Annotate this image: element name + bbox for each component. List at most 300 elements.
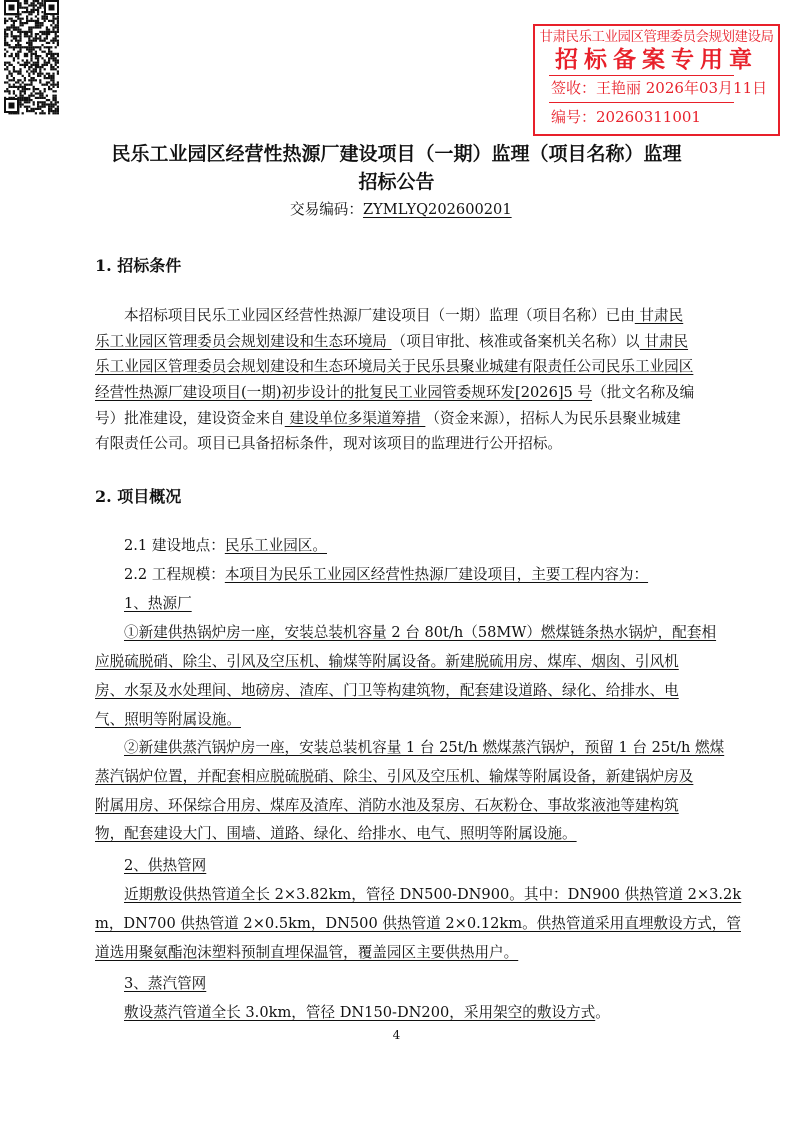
filled-field-text: 附属用房、环保综合用房、煤库及渣库、消防水池及泵房、石灰粉仓、事故浆液池等建构筑 xyxy=(95,797,679,814)
qr-module xyxy=(52,20,54,22)
qr-module xyxy=(26,46,28,48)
qr-module xyxy=(46,55,48,57)
qr-module xyxy=(52,40,54,42)
qr-module xyxy=(19,44,21,46)
qr-module xyxy=(39,2,41,4)
qr-module xyxy=(8,84,10,86)
qr-module xyxy=(24,88,26,90)
qr-module xyxy=(26,110,28,112)
qr-module xyxy=(19,48,21,50)
qr-module xyxy=(28,79,30,81)
qr-module xyxy=(55,112,57,114)
qr-module xyxy=(33,40,35,42)
qr-module xyxy=(30,46,32,48)
qr-module xyxy=(37,22,39,24)
qr-module xyxy=(8,46,10,48)
qr-module xyxy=(28,99,30,101)
qr-module xyxy=(46,46,48,48)
qr-module xyxy=(46,37,48,39)
qr-module xyxy=(55,35,57,37)
qr-module xyxy=(37,2,39,4)
qr-module xyxy=(22,99,24,101)
qr-module xyxy=(55,90,57,92)
qr-module xyxy=(26,106,28,108)
qr-module xyxy=(46,99,48,101)
qr-module xyxy=(57,29,59,31)
qr-module xyxy=(39,46,41,48)
qr-module xyxy=(17,46,19,48)
qr-module xyxy=(35,88,37,90)
qr-module xyxy=(30,57,32,59)
qr-module xyxy=(17,40,19,42)
qr-module xyxy=(26,11,28,13)
qr-module xyxy=(48,106,50,108)
qr-module xyxy=(48,99,50,101)
qr-module xyxy=(39,90,41,92)
stamp-title: 招标备案专用章 xyxy=(555,46,758,73)
qr-module xyxy=(50,79,52,81)
qr-module xyxy=(13,70,15,72)
qr-module xyxy=(57,101,59,103)
qr-module xyxy=(52,31,54,33)
qr-module xyxy=(39,22,41,24)
qr-module xyxy=(8,18,10,20)
qr-module xyxy=(13,48,15,50)
qr-module xyxy=(22,31,24,33)
qr-module xyxy=(37,62,39,64)
qr-module xyxy=(11,53,13,55)
qr-module xyxy=(15,53,17,55)
qr-module xyxy=(57,108,59,110)
qr-module xyxy=(44,15,46,17)
qr-module xyxy=(11,55,13,57)
qr-module xyxy=(28,66,30,68)
qr-module xyxy=(17,29,19,31)
qr-module xyxy=(26,2,28,4)
text-line xyxy=(124,975,206,993)
qr-module xyxy=(13,46,15,48)
qr-module xyxy=(57,112,59,114)
qr-module xyxy=(28,26,30,28)
qr-module xyxy=(37,57,39,59)
qr-module xyxy=(22,46,24,48)
filled-field-text: 物，配套建设大门、围墙、道路、绿化、给排水、电气、照明等附属设施。 xyxy=(95,825,577,842)
qr-module xyxy=(4,22,6,24)
text-line xyxy=(124,624,716,642)
stamp-number: 编号：20260311001 xyxy=(551,108,701,126)
qr-finder-center xyxy=(9,5,15,11)
qr-module xyxy=(39,31,41,33)
qr-module xyxy=(8,70,10,72)
qr-module xyxy=(15,40,17,42)
qr-module xyxy=(8,44,10,46)
qr-module xyxy=(33,4,35,6)
qr-module xyxy=(35,51,37,53)
qr-module xyxy=(22,24,24,26)
qr-module xyxy=(13,24,15,26)
qr-module xyxy=(39,81,41,83)
qr-module xyxy=(52,86,54,88)
text-line xyxy=(95,435,562,453)
qr-module xyxy=(6,81,8,83)
qr-module xyxy=(30,42,32,44)
qr-module xyxy=(52,81,54,83)
qr-module xyxy=(19,92,21,94)
qr-module xyxy=(55,57,57,59)
qr-module xyxy=(4,55,6,57)
qr-module xyxy=(11,24,13,26)
qr-module xyxy=(48,48,50,50)
filled-field-text: 乐工业园区管理委员会规划建设和生态环境局 xyxy=(95,333,392,350)
qr-module xyxy=(57,106,59,108)
qr-module xyxy=(33,46,35,48)
qr-module xyxy=(41,73,43,75)
qr-code xyxy=(4,0,60,115)
qr-module xyxy=(52,26,54,28)
qr-module xyxy=(33,108,35,110)
qr-module xyxy=(4,31,6,33)
qr-module xyxy=(57,62,59,64)
qr-module xyxy=(35,24,37,26)
qr-module xyxy=(41,106,43,108)
qr-module xyxy=(28,29,30,31)
qr-module xyxy=(44,20,46,22)
qr-module xyxy=(28,84,30,86)
qr-module xyxy=(13,66,15,68)
qr-module xyxy=(33,86,35,88)
qr-module xyxy=(57,59,59,61)
qr-module xyxy=(44,84,46,86)
qr-module xyxy=(22,75,24,77)
qr-module xyxy=(50,24,52,26)
qr-module xyxy=(44,46,46,48)
qr-module xyxy=(19,64,21,66)
qr-module xyxy=(50,31,52,33)
qr-module xyxy=(17,70,19,72)
qr-module xyxy=(26,20,28,22)
qr-module xyxy=(46,95,48,97)
qr-module xyxy=(28,46,30,48)
qr-module xyxy=(41,22,43,24)
qr-module xyxy=(46,53,48,55)
qr-module xyxy=(28,31,30,33)
qr-module xyxy=(24,64,26,66)
qr-module xyxy=(52,37,54,39)
qr-module xyxy=(41,95,43,97)
qr-module xyxy=(35,64,37,66)
qr-module xyxy=(33,2,35,4)
qr-module xyxy=(46,42,48,44)
qr-module xyxy=(17,79,19,81)
filled-field-text: 甘肃民 xyxy=(639,333,689,350)
qr-module xyxy=(19,33,21,35)
qr-module xyxy=(48,42,50,44)
qr-module xyxy=(28,35,30,37)
qr-module xyxy=(11,75,13,77)
qr-module xyxy=(52,59,54,61)
qr-module xyxy=(19,20,21,22)
qr-module xyxy=(11,18,13,20)
qr-module xyxy=(28,73,30,75)
qr-module xyxy=(4,42,6,44)
qr-module xyxy=(17,18,19,20)
qr-module xyxy=(35,62,37,64)
qr-module xyxy=(33,0,35,2)
section-heading-bidding-conditions: 1. 招标条件 xyxy=(95,256,182,275)
qr-module xyxy=(17,55,19,57)
qr-module xyxy=(19,37,21,39)
qr-module xyxy=(30,55,32,57)
qr-module xyxy=(6,29,8,31)
qr-module xyxy=(28,13,30,15)
qr-module xyxy=(30,51,32,53)
qr-module xyxy=(35,35,37,37)
qr-module xyxy=(24,92,26,94)
qr-module xyxy=(55,53,57,55)
text-line xyxy=(95,410,681,428)
qr-module xyxy=(15,35,17,37)
qr-module xyxy=(19,40,21,42)
qr-module xyxy=(50,57,52,59)
qr-module xyxy=(37,106,39,108)
qr-module xyxy=(46,29,48,31)
qr-module xyxy=(35,15,37,17)
qr-module xyxy=(37,73,39,75)
qr-module xyxy=(22,95,24,97)
qr-module xyxy=(8,79,10,81)
text-segment: （项目审批、核准或备案机关名称）以 xyxy=(391,333,640,350)
qr-module xyxy=(24,22,26,24)
qr-module xyxy=(22,64,24,66)
qr-module xyxy=(52,112,54,114)
text-line xyxy=(95,797,679,815)
qr-module xyxy=(41,15,43,17)
qr-module xyxy=(46,73,48,75)
qr-module xyxy=(46,77,48,79)
qr-module xyxy=(26,64,28,66)
qr-module xyxy=(19,101,21,103)
qr-module xyxy=(35,79,37,81)
qr-module xyxy=(37,75,39,77)
qr-module xyxy=(6,44,8,46)
qr-module xyxy=(50,88,52,90)
qr-module xyxy=(19,68,21,70)
qr-module xyxy=(57,40,59,42)
qr-module xyxy=(33,90,35,92)
qr-module xyxy=(19,46,21,48)
qr-module xyxy=(26,97,28,99)
filled-field-text: 经营性热源厂建设项目(一期)初步设计的批复民工业园管委规环发[2026]5 号 xyxy=(95,384,593,401)
qr-module xyxy=(55,33,57,35)
qr-module xyxy=(19,51,21,53)
qr-module xyxy=(46,103,48,105)
qr-module xyxy=(28,42,30,44)
qr-module xyxy=(30,110,32,112)
qr-module xyxy=(33,88,35,90)
qr-module xyxy=(24,97,26,99)
qr-module xyxy=(57,22,59,24)
qr-module xyxy=(55,101,57,103)
qr-module xyxy=(33,64,35,66)
qr-module xyxy=(46,64,48,66)
qr-module xyxy=(37,9,39,11)
qr-module xyxy=(48,33,50,35)
qr-module xyxy=(30,11,32,13)
qr-module xyxy=(30,13,32,15)
qr-module xyxy=(52,22,54,24)
qr-module xyxy=(33,20,35,22)
qr-module xyxy=(41,40,43,42)
qr-module xyxy=(17,73,19,75)
qr-module xyxy=(37,103,39,105)
qr-module xyxy=(4,62,6,64)
qr-module xyxy=(39,68,41,70)
text-segment: 。 xyxy=(595,1004,610,1021)
qr-module xyxy=(13,90,15,92)
qr-module xyxy=(50,20,52,22)
filled-field-text: 3、蒸汽管网 xyxy=(124,975,207,992)
qr-module xyxy=(44,40,46,42)
qr-module xyxy=(46,31,48,33)
qr-module xyxy=(39,55,41,57)
qr-module xyxy=(37,18,39,20)
qr-module xyxy=(57,35,59,37)
qr-module xyxy=(26,99,28,101)
qr-module xyxy=(55,110,57,112)
qr-module xyxy=(13,57,15,59)
stamp-divider xyxy=(549,102,734,103)
qr-module xyxy=(35,33,37,35)
qr-module xyxy=(30,95,32,97)
qr-module xyxy=(57,66,59,68)
qr-module xyxy=(41,0,43,2)
qr-module xyxy=(15,26,17,28)
qr-module xyxy=(52,66,54,68)
qr-module xyxy=(35,112,37,114)
qr-module xyxy=(17,62,19,64)
qr-module xyxy=(17,53,19,55)
qr-module xyxy=(26,59,28,61)
qr-module xyxy=(33,7,35,9)
qr-module xyxy=(57,44,59,46)
qr-module xyxy=(37,66,39,68)
qr-module xyxy=(57,42,59,44)
qr-module xyxy=(13,59,15,61)
qr-module xyxy=(48,108,50,110)
qr-module xyxy=(26,84,28,86)
qr-module xyxy=(37,26,39,28)
qr-module xyxy=(13,22,15,24)
qr-module xyxy=(46,15,48,17)
qr-module xyxy=(15,37,17,39)
qr-module xyxy=(52,79,54,81)
qr-module xyxy=(52,18,54,20)
qr-module xyxy=(50,51,52,53)
qr-module xyxy=(44,77,46,79)
qr-module xyxy=(48,88,50,90)
text-line xyxy=(95,944,518,962)
qr-module xyxy=(52,97,54,99)
filled-field-text: ①新建供热锅炉房一座，安装总装机容量 2 台 80t/h（58MW）燃煤链条热水锅炉，配套相 xyxy=(124,624,717,641)
qr-module xyxy=(37,33,39,35)
qr-module xyxy=(57,20,59,22)
qr-module xyxy=(28,101,30,103)
qr-module xyxy=(37,20,39,22)
qr-module xyxy=(4,90,6,92)
qr-module xyxy=(35,20,37,22)
qr-module xyxy=(8,64,10,66)
qr-module xyxy=(19,35,21,37)
qr-module xyxy=(4,33,6,35)
qr-module xyxy=(55,40,57,42)
qr-module xyxy=(28,68,30,70)
qr-module xyxy=(48,57,50,59)
qr-module xyxy=(30,31,32,33)
qr-module xyxy=(52,110,54,112)
qr-module xyxy=(6,68,8,70)
page-number: 4 xyxy=(392,1028,401,1042)
qr-module xyxy=(44,68,46,70)
text-line xyxy=(95,653,679,671)
qr-module xyxy=(48,29,50,31)
qr-module xyxy=(39,101,41,103)
qr-module xyxy=(8,73,10,75)
qr-module xyxy=(33,73,35,75)
filled-field-text: 房、水泵及水处理间、地磅房、渣库、门卫等构建筑物，配套建设道路、绿化、给排水、电 xyxy=(95,682,679,699)
qr-module xyxy=(39,112,41,114)
qr-module xyxy=(19,7,21,9)
qr-module xyxy=(39,106,41,108)
text-line xyxy=(124,307,683,325)
qr-module xyxy=(19,31,21,33)
qr-module xyxy=(26,18,28,20)
qr-module xyxy=(55,97,57,99)
qr-module xyxy=(37,97,39,99)
qr-module xyxy=(28,37,30,39)
qr-module xyxy=(50,75,52,77)
qr-module xyxy=(41,66,43,68)
qr-module xyxy=(6,26,8,28)
qr-module xyxy=(19,79,21,81)
qr-module xyxy=(28,106,30,108)
qr-module xyxy=(48,53,50,55)
qr-module xyxy=(24,31,26,33)
qr-module xyxy=(52,55,54,57)
qr-module xyxy=(48,51,50,53)
qr-module xyxy=(19,99,21,101)
qr-module xyxy=(24,90,26,92)
qr-module xyxy=(22,103,24,105)
qr-module xyxy=(24,55,26,57)
qr-module xyxy=(8,86,10,88)
qr-module xyxy=(19,95,21,97)
qr-module xyxy=(41,51,43,53)
qr-module xyxy=(35,66,37,68)
qr-module xyxy=(48,112,50,114)
qr-module xyxy=(11,79,13,81)
filled-field-text: 甘肃民 xyxy=(634,307,684,324)
qr-module xyxy=(57,31,59,33)
qr-module xyxy=(26,35,28,37)
qr-module xyxy=(22,22,24,24)
qr-module xyxy=(33,77,35,79)
qr-module xyxy=(30,33,32,35)
qr-module xyxy=(37,88,39,90)
qr-module xyxy=(30,64,32,66)
qr-module xyxy=(30,35,32,37)
qr-module xyxy=(50,46,52,48)
qr-module xyxy=(30,29,32,31)
